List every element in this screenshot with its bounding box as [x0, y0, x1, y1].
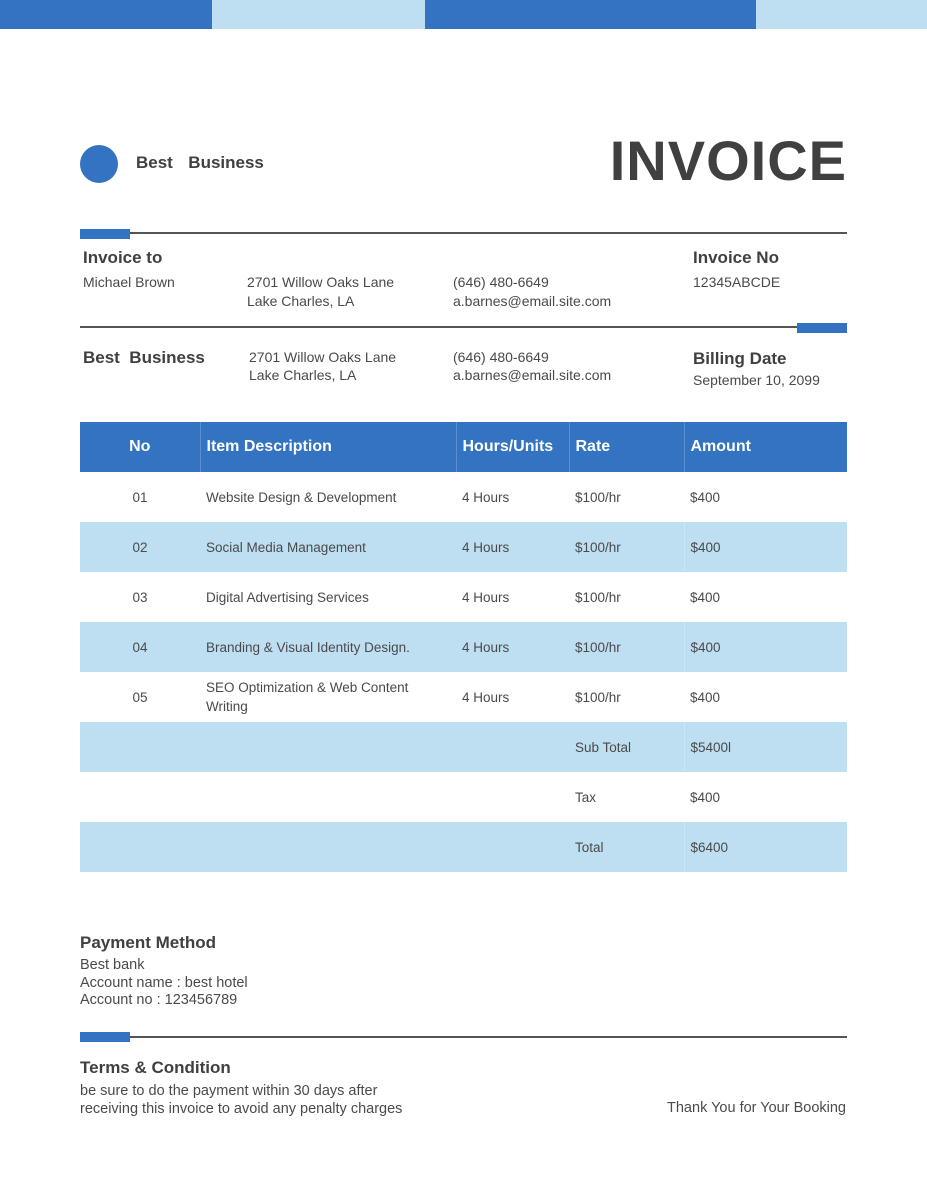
row-description: Branding & Visual Identity Design. [200, 622, 456, 672]
row-amount: $400 [684, 622, 847, 672]
column-header-description: Item Description [200, 422, 456, 472]
payment-bank: Best bank [80, 957, 145, 973]
divider-line [130, 232, 847, 234]
client-address-line2: Lake Charles, LA [247, 293, 355, 309]
total-row [80, 822, 847, 872]
column-header-rate: Rate [569, 422, 684, 472]
row-amount: $400 [684, 522, 847, 572]
payment-method-title: Payment Method [80, 933, 217, 952]
terms-line: receiving this invoice to avoid any penalty charges [80, 1100, 403, 1117]
row-amount: $400 [690, 489, 721, 505]
row-no: 02 [80, 522, 200, 572]
row-rate: $100/hr [569, 522, 684, 572]
divider-accent [80, 229, 130, 239]
row-no: 01 [132, 489, 148, 505]
tax-label: Tax [575, 789, 597, 805]
row-hours: 4 Hours [456, 622, 569, 672]
total-value: $6400 [684, 822, 847, 872]
column-header-no: No [80, 422, 200, 472]
row-no: 04 [80, 622, 200, 672]
invoice-title: INVOICE [609, 129, 847, 192]
row-description: Social Media Management [200, 522, 456, 572]
column-header-hours: Hours/Units [456, 422, 569, 472]
row-hours: 4 Hours [462, 489, 510, 505]
client-address-line1: 2701 Willow Oaks Lane [247, 274, 395, 290]
row-no: 03 [132, 589, 148, 605]
divider-line [80, 326, 797, 328]
row-hours: 4 Hours [456, 522, 569, 572]
row-hours: 4 Hours [462, 589, 510, 605]
billing-date-value: September 10, 2099 [693, 372, 820, 388]
divider-accent [797, 323, 847, 333]
top-bar-segment-light [756, 0, 927, 29]
subtotal-label: Sub Total [569, 722, 684, 772]
row-description: Digital Advertising Services [206, 589, 369, 605]
tax-value: $400 [690, 789, 721, 805]
items-table [80, 422, 847, 872]
row-rate: $100/hr [575, 689, 621, 705]
table-row [80, 672, 847, 722]
sender-address-line2: Lake Charles, LA [249, 367, 357, 383]
row-rate: $100/hr [575, 589, 621, 605]
terms-text [80, 1083, 440, 1118]
client-email: a.barnes@email.site.com [453, 293, 612, 309]
table-row [80, 572, 847, 622]
row-no: 05 [132, 689, 148, 705]
terms-line: be sure to do the payment within 30 days after [80, 1083, 378, 1099]
payment-account-name: Account name : best hotel [80, 974, 248, 991]
tax-row [80, 772, 847, 822]
total-label: Total [569, 822, 684, 872]
sender-phone: (646) 480-6649 [453, 349, 549, 365]
circle-logo-icon [80, 145, 118, 183]
business-name: Best Business [136, 153, 264, 172]
table-row [80, 522, 847, 572]
top-bar-segment-dark [425, 0, 756, 29]
sender-email: a.barnes@email.site.com [453, 367, 612, 383]
client-phone: (646) 480-6649 [453, 274, 549, 290]
invoice-to-label: Invoice to [83, 248, 163, 267]
row-amount: $400 [690, 589, 721, 605]
thank-you-note: Thank You for Your Booking [667, 1100, 846, 1116]
subtotal-row [80, 722, 847, 772]
invoice-no-label: Invoice No [693, 248, 779, 267]
sender-name: Best Business [83, 348, 205, 367]
terms-title: Terms & Condition [80, 1058, 231, 1077]
billing-date-label: Billing Date [693, 349, 787, 368]
top-bar-segment-light [212, 0, 425, 29]
top-bar-segment-dark [0, 0, 212, 29]
divider-accent [80, 1032, 130, 1042]
row-rate: $100/hr [569, 622, 684, 672]
row-hours: 4 Hours [462, 689, 510, 705]
row-description: Website Design & Development [206, 489, 397, 505]
invoice-no-value: 12345ABCDE [693, 274, 781, 290]
row-description: SEO Optimization & Web Content Writing [206, 680, 409, 714]
payment-account-no: Account no : 123456789 [80, 992, 238, 1008]
row-rate: $100/hr [575, 489, 621, 505]
table-row [80, 472, 847, 522]
sender-address-line1: 2701 Willow Oaks Lane [249, 349, 397, 365]
client-name: Michael Brown [83, 274, 175, 290]
column-header-amount: Amount [684, 422, 847, 472]
table-header-row [80, 422, 847, 472]
row-amount: $400 [690, 689, 721, 705]
divider-line [130, 1036, 847, 1038]
payment-details [80, 957, 248, 1010]
subtotal-value: $5400l [684, 722, 847, 772]
table-row [80, 622, 847, 672]
